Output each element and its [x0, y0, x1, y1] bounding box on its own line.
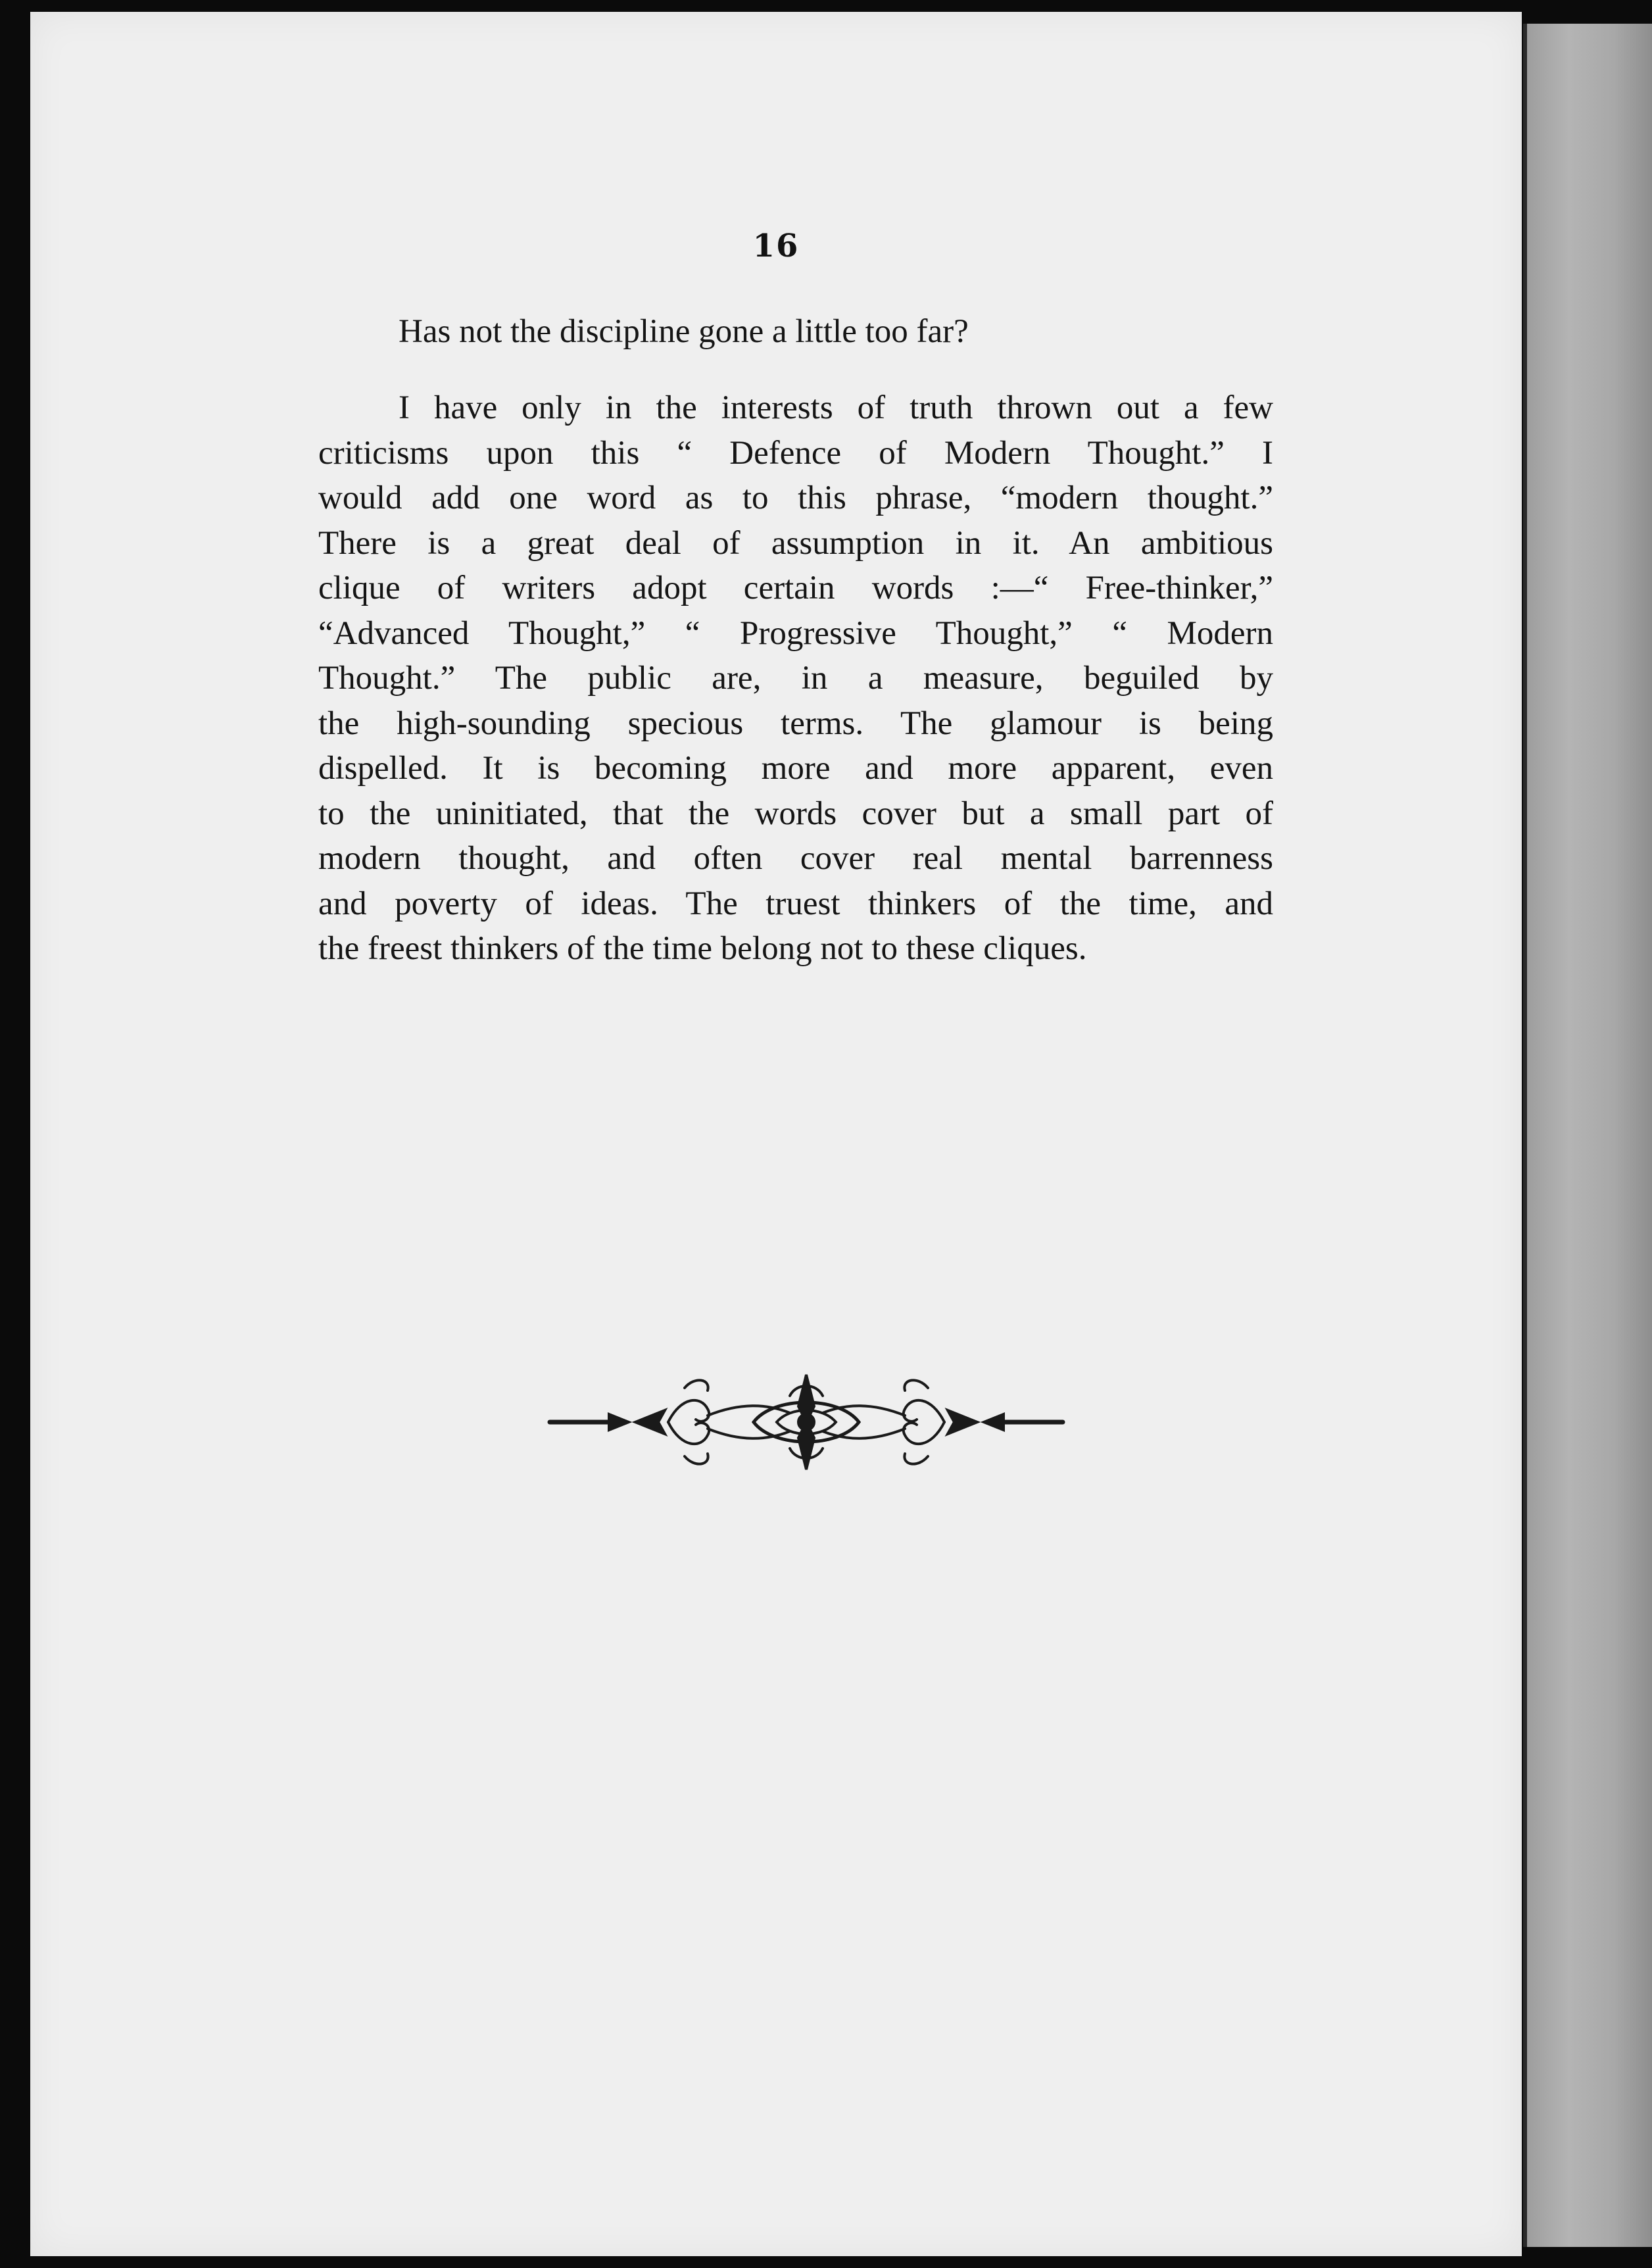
paragraph-line: Thought.” The public are, in a measure, beguiled by	[318, 660, 1273, 697]
paragraph-line: would add one word as to this phrase, “modern thought.”	[318, 480, 1273, 516]
paragraph-line: There is a great deal of assumption in it. An ambitious	[318, 524, 1273, 562]
backing-board	[1524, 24, 1652, 2247]
question-line: Has not the discipline gone a little too far?	[399, 313, 969, 350]
page-number: 16	[752, 228, 800, 264]
decorative-tailpiece-icon	[530, 1369, 1082, 1475]
body-paragraph	[318, 385, 1273, 972]
paragraph-line: dispelled. It is becoming more and more apparent, even	[318, 750, 1273, 787]
paragraph-line: the freest thinkers of the time belong not to these cliques.	[318, 930, 1087, 967]
paragraph-line: “Advanced Thought,” “ Progressive Thought,” “ Modern	[318, 614, 1273, 652]
paragraph-line: clique of writers adopt certain words :—“ Free-thinker,”	[318, 570, 1273, 606]
paragraph-line: modern thought, and often cover real mental barrenness	[318, 840, 1273, 877]
paragraph-line: and poverty of ideas. The truest thinkers of the time, and	[318, 885, 1273, 922]
paragraph-line: the high-sounding specious terms. The glamour is being	[318, 704, 1273, 742]
paragraph-line: to the uninitiated, that the words cover but a small part of	[318, 795, 1273, 832]
paragraph-line: I have only in the interests of truth thrown out a few	[399, 389, 1273, 426]
book-page	[30, 12, 1522, 2256]
paragraph-line: criticisms upon this “ Defence of Modern Thought.” I	[318, 434, 1273, 472]
board-edge	[1523, 24, 1527, 2247]
